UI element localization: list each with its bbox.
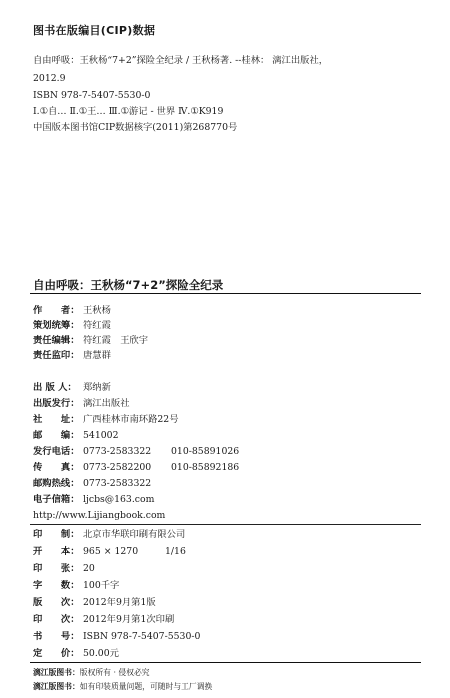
publisher-row	[33, 382, 111, 394]
publisher-value-secondary: 010-85891026	[171, 446, 240, 457]
publisher-value: 0773-2583322	[83, 478, 152, 489]
credit-row	[33, 335, 148, 347]
email-value: ljcbs@163.com	[83, 494, 155, 505]
publisher-value: 0773-2582200	[83, 462, 152, 473]
publisher-row	[33, 398, 130, 410]
printing-label: 印 次：	[33, 614, 80, 625]
publisher-label: 电子信箱：	[33, 494, 80, 505]
printing-row	[33, 614, 174, 626]
title-divider	[30, 293, 421, 294]
credit-row	[33, 320, 111, 332]
publisher-label: 邮购热线：	[33, 478, 80, 489]
credit-label: 策划统筹：	[33, 320, 80, 331]
printing-row	[33, 597, 156, 609]
credit-label: 责任监印：	[33, 350, 80, 361]
cip-line: ISBN 978-7-5407-5530-0	[33, 90, 151, 101]
credit-row	[33, 350, 111, 362]
printing-row	[33, 529, 185, 541]
printing-value: ISBN 978-7-5407-5530-0	[83, 631, 201, 642]
printing-value: 100千字	[83, 580, 120, 591]
cip-heading: 图书在版编目(CIP)数据	[33, 24, 156, 37]
printing-label: 印 张：	[33, 563, 80, 574]
printing-row	[33, 648, 119, 660]
printing-divider	[30, 662, 421, 663]
printing-label: 印 制：	[33, 529, 80, 540]
credit-value: 唐慧群	[83, 350, 111, 361]
cip-line: 中国版本图书馆CIP数据核字(2011)第268770号	[33, 122, 238, 133]
credit-value: 符红霞	[83, 320, 111, 331]
footer-label: 漓江版图书：	[33, 668, 80, 677]
cip-line: 自由呼吸：王秋杨“7+2”探险全纪录 / 王秋杨著. --桂林： 漓江出版社，	[33, 55, 329, 66]
printing-label: 开 本：	[33, 546, 80, 557]
credit-label: 责任编辑：	[33, 335, 80, 346]
printing-label: 定 价：	[33, 648, 80, 659]
printing-label: 字 数：	[33, 580, 80, 591]
printing-value: 50.00元	[83, 648, 119, 659]
publisher-row	[33, 430, 119, 442]
publisher-divider	[30, 524, 421, 525]
publisher-value: 广西桂林市南环路22号	[83, 414, 179, 425]
publisher-row	[33, 446, 239, 458]
publisher-label: 传 真：	[33, 462, 80, 473]
publisher-row	[33, 494, 154, 506]
book-title: 自由呼吸：王秋杨“7+2”探险全纪录	[33, 278, 224, 292]
publisher-value-secondary: 010-85892186	[171, 462, 240, 473]
printing-row	[33, 563, 95, 575]
printing-label: 版 次：	[33, 597, 80, 608]
printing-value: 20	[83, 563, 95, 574]
printing-row	[33, 631, 200, 643]
printing-value: 2012年9月第1版	[83, 597, 156, 608]
printing-value: 北京市华联印刷有限公司	[83, 529, 186, 540]
publisher-label: 出 版 人：	[33, 382, 77, 393]
publisher-row	[33, 462, 239, 474]
publisher-row	[33, 478, 151, 490]
printing-row	[33, 546, 186, 558]
credit-value: 王秋杨	[83, 305, 111, 316]
publisher-label: 发行电话：	[33, 446, 80, 457]
printing-row	[33, 580, 119, 592]
footer-label: 漓江版图书：	[33, 682, 80, 691]
publisher-label: 邮 编：	[33, 430, 80, 441]
credit-label: 作 者：	[33, 305, 80, 316]
website-url: http://www.Lijiangbook.com	[33, 510, 166, 521]
printing-value: 2012年9月第1次印刷	[83, 614, 175, 625]
publisher-value: 541002	[83, 430, 119, 441]
publisher-value: 郑纳新	[83, 382, 111, 393]
printing-label: 书 号：	[33, 631, 80, 642]
publisher-value: 漓江出版社	[83, 398, 130, 409]
credit-row	[33, 305, 111, 317]
copyright-note	[33, 668, 150, 678]
credit-value: 符红霞 王欣宇	[83, 335, 149, 346]
cip-line: Ⅰ.①自… Ⅱ.①王… Ⅲ.①游记 - 世界 Ⅳ.①K919	[33, 106, 224, 117]
publisher-label: 出版发行：	[33, 398, 80, 409]
publisher-label: 社 址：	[33, 414, 80, 425]
quality-note	[33, 682, 212, 692]
cip-line: 2012.9	[33, 73, 66, 84]
footer-value: 版权所有 · 侵权必究	[79, 668, 150, 677]
printing-value-secondary: 1/16	[165, 546, 186, 557]
printing-value: 965 × 1270	[83, 546, 139, 557]
publisher-value: 0773-2583322	[83, 446, 152, 457]
publisher-row	[33, 414, 179, 426]
footer-value: 如有印装质量问题，可随时与工厂调换	[79, 682, 213, 691]
